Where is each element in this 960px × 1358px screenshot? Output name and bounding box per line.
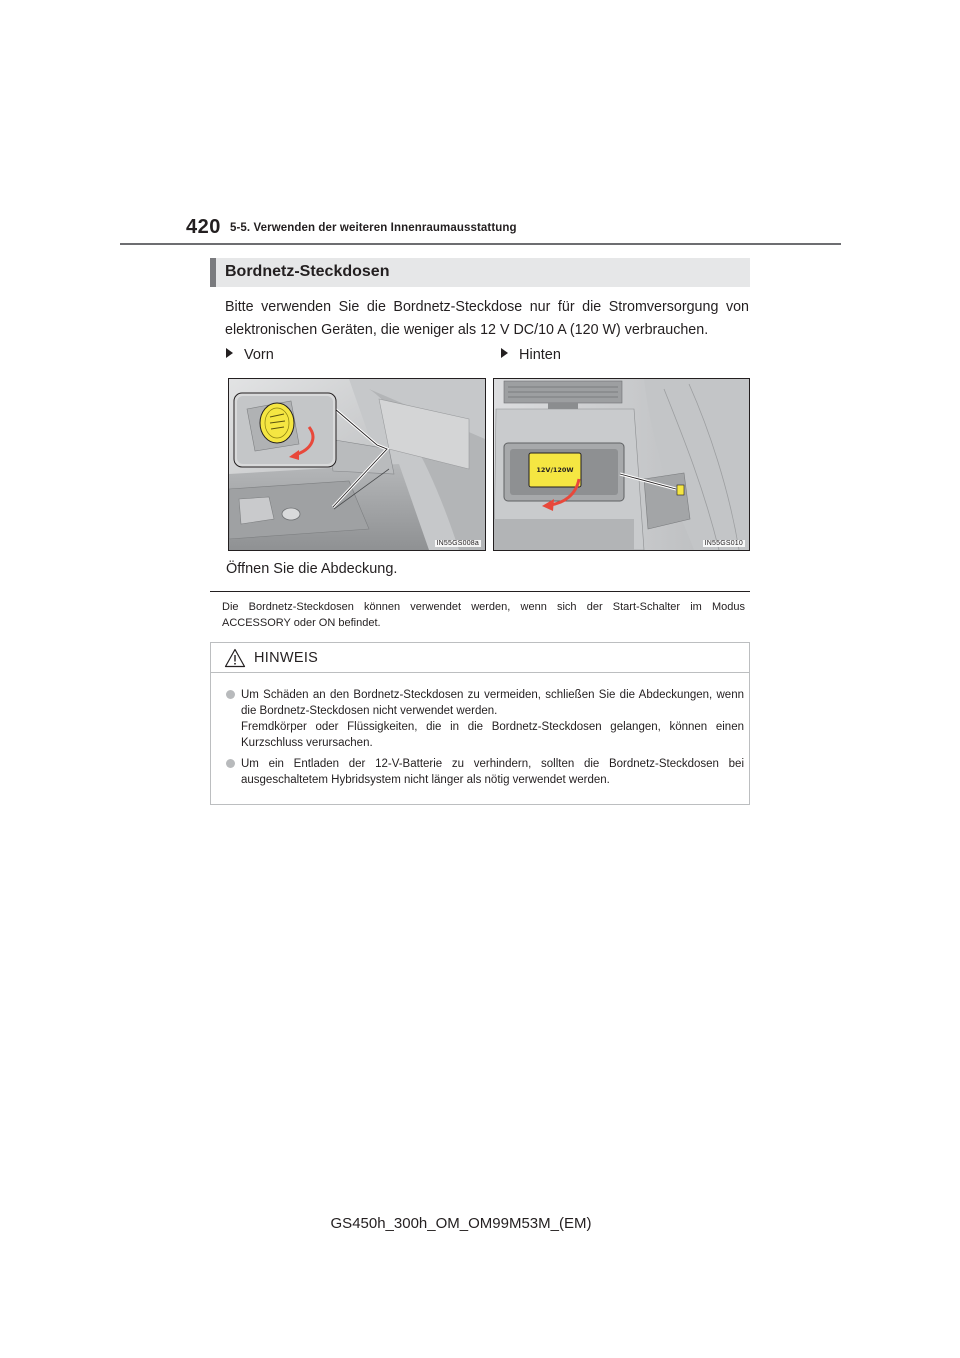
footer-doc-id: GS450h_300h_OM_OM99M53M_(EM): [330, 1215, 592, 1232]
notice-item: [241, 687, 744, 751]
warning-triangle-icon: [224, 648, 246, 668]
section-title: Bordnetz-Steckdosen: [225, 263, 390, 280]
rear-console-drawing: [494, 379, 749, 550]
notice-title: HINWEIS: [254, 650, 319, 666]
rear-socket-illustration: [493, 378, 750, 551]
usage-note: Die Bordnetz-Steckdosen können verwendet werden, wenn sich der Start-Schalter im Modus ACCESSORY oder ON befindet.: [222, 601, 745, 629]
front-console-drawing: [229, 379, 485, 550]
note-divider: [210, 591, 750, 592]
bullet-icon: [226, 759, 235, 768]
rear-view-label: [501, 347, 561, 363]
rear-view-label-text: Hinten: [519, 347, 561, 363]
notice-box: [210, 642, 750, 805]
figure-code-rear: IN55GS010: [704, 540, 743, 547]
notice-item-text: Fremdkörper oder Flüssigkeiten, die in die Bordnetz-Steckdosen gelangen, können einen Kurzschluss verursachen.: [241, 721, 744, 749]
triangle-bullet-icon: [226, 348, 233, 358]
front-view-label: [226, 347, 274, 363]
page-number: 420: [186, 216, 221, 238]
section-marker: [210, 258, 216, 287]
front-view-label-text: Vorn: [244, 347, 274, 363]
front-socket-illustration: [228, 378, 486, 551]
triangle-bullet-icon: [501, 348, 508, 358]
intro-paragraph: Bitte verwenden Sie die Bordnetz-Steckdose nur für die Stromversorgung von elektronischen Geräten, die weniger als 12 V DC/10 A (120 W) verbrauchen.: [225, 299, 749, 338]
notice-item: [241, 756, 744, 788]
socket-rating-label: 12V/120W: [536, 466, 574, 474]
instruction-text: Öffnen Sie die Abdeckung.: [226, 561, 398, 577]
notice-item-text: Um ein Entladen der 12-V-Batterie zu verhindern, sollten die Bordnetz-Steckdosen bei ausgeschaltetem Hybridsystem nicht länger als nötig verwendet werden.: [241, 758, 744, 786]
notice-header: [211, 643, 749, 673]
chapter-title: 5-5. Verwenden der weiteren Innenraumausstattung: [230, 222, 517, 234]
bullet-icon: [226, 690, 235, 699]
section-heading-bar: [210, 258, 750, 287]
header-divider: [120, 243, 841, 245]
figure-code-front: IN55GS008a: [436, 540, 479, 547]
notice-item-text: Um Schäden an den Bordnetz-Steckdosen zu vermeiden, schließen Sie die Abdeckungen, wenn die Bordnetz-Steckdosen nicht verwendet werden.: [241, 689, 744, 717]
